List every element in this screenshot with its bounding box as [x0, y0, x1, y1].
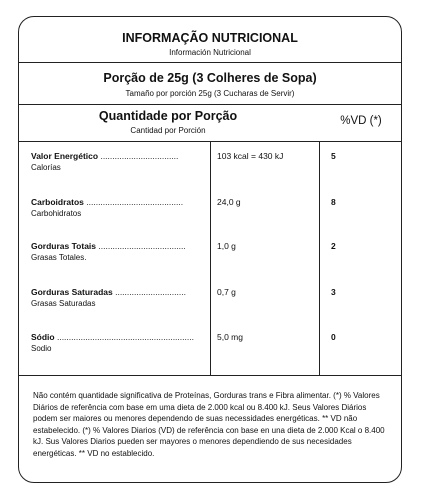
vd-heading: %VD (*) [340, 115, 382, 127]
nutrient-name: Gorduras Saturadas .............................. [31, 287, 186, 297]
nutrient-vd: 2 [331, 241, 336, 251]
nutrient-subname: Sodio [31, 344, 52, 353]
portion-title: Porção de 25g (3 Colheres de Sopa) [103, 71, 317, 85]
nutrient-vd: 3 [331, 287, 336, 297]
label-subtitle: Información Nutricional [169, 48, 251, 57]
nutrient-row-total-fat [19, 241, 403, 287]
quantity-heading: Quantidade por Porção [98, 109, 238, 123]
label-title: INFORMAÇÃO NUTRICIONAL [122, 31, 298, 45]
nutrient-row-saturated-fat [19, 287, 403, 333]
nutrient-subname: Grasas Saturadas [31, 299, 96, 308]
nutrient-subname: Grasas Totales. [31, 253, 87, 262]
nutrient-amount: 103 kcal = 430 kJ [217, 151, 284, 161]
divider [19, 104, 401, 105]
divider [19, 62, 401, 63]
portion-subtitle: Tamaño por porción 25g (3 Cucharas de Servir) [125, 89, 295, 98]
nutrient-row-sodium [19, 332, 403, 378]
nutrient-amount: 1,0 g [217, 241, 236, 251]
nutrient-row-carbohydrates [19, 197, 403, 243]
nutrition-facts-panel [18, 16, 402, 483]
nutrient-subname: Calorías [31, 163, 61, 172]
nutrient-subname: Carbohidratos [31, 209, 82, 218]
quantity-subheading: Cantidad por Porción [130, 126, 206, 135]
nutrient-name: Valor Energético ................................. [31, 151, 179, 161]
nutrient-vd: 8 [331, 197, 336, 207]
footnote: Não contém quantidade significativa de Proteínas, Gorduras trans e Fibra alimentar. (*) % Valores Diários de referência com base em uma dieta de 2.000 kcal ou 8.400 kJ. Seus Valores Diários podem ser maiores ou menores dependendo de suas necessidades energéticas. ** VD não estabelecido. (*) % Valores Diarios (VD) de referência con base en una dieta de 2.000 Kcal o 8.400 kJ. Sus Valores Diarios pueden ser mayores o menores dependiendo de sus necesidades energéticas. ** VD no establecido. [33, 391, 385, 458]
nutrient-vd: 0 [331, 332, 336, 342]
nutrient-vd: 5 [331, 151, 336, 161]
nutrient-amount: 24,0 g [217, 197, 241, 207]
divider [19, 375, 401, 376]
nutrient-name: Sódio .......................................................... [31, 332, 194, 342]
nutrient-amount: 5,0 mg [217, 332, 243, 342]
nutrient-amount: 0,7 g [217, 287, 236, 297]
nutrient-name: Gorduras Totais ..................................... [31, 241, 186, 251]
nutrient-row-energy [19, 151, 403, 197]
nutrient-name: Carboidratos ......................................... [31, 197, 184, 207]
